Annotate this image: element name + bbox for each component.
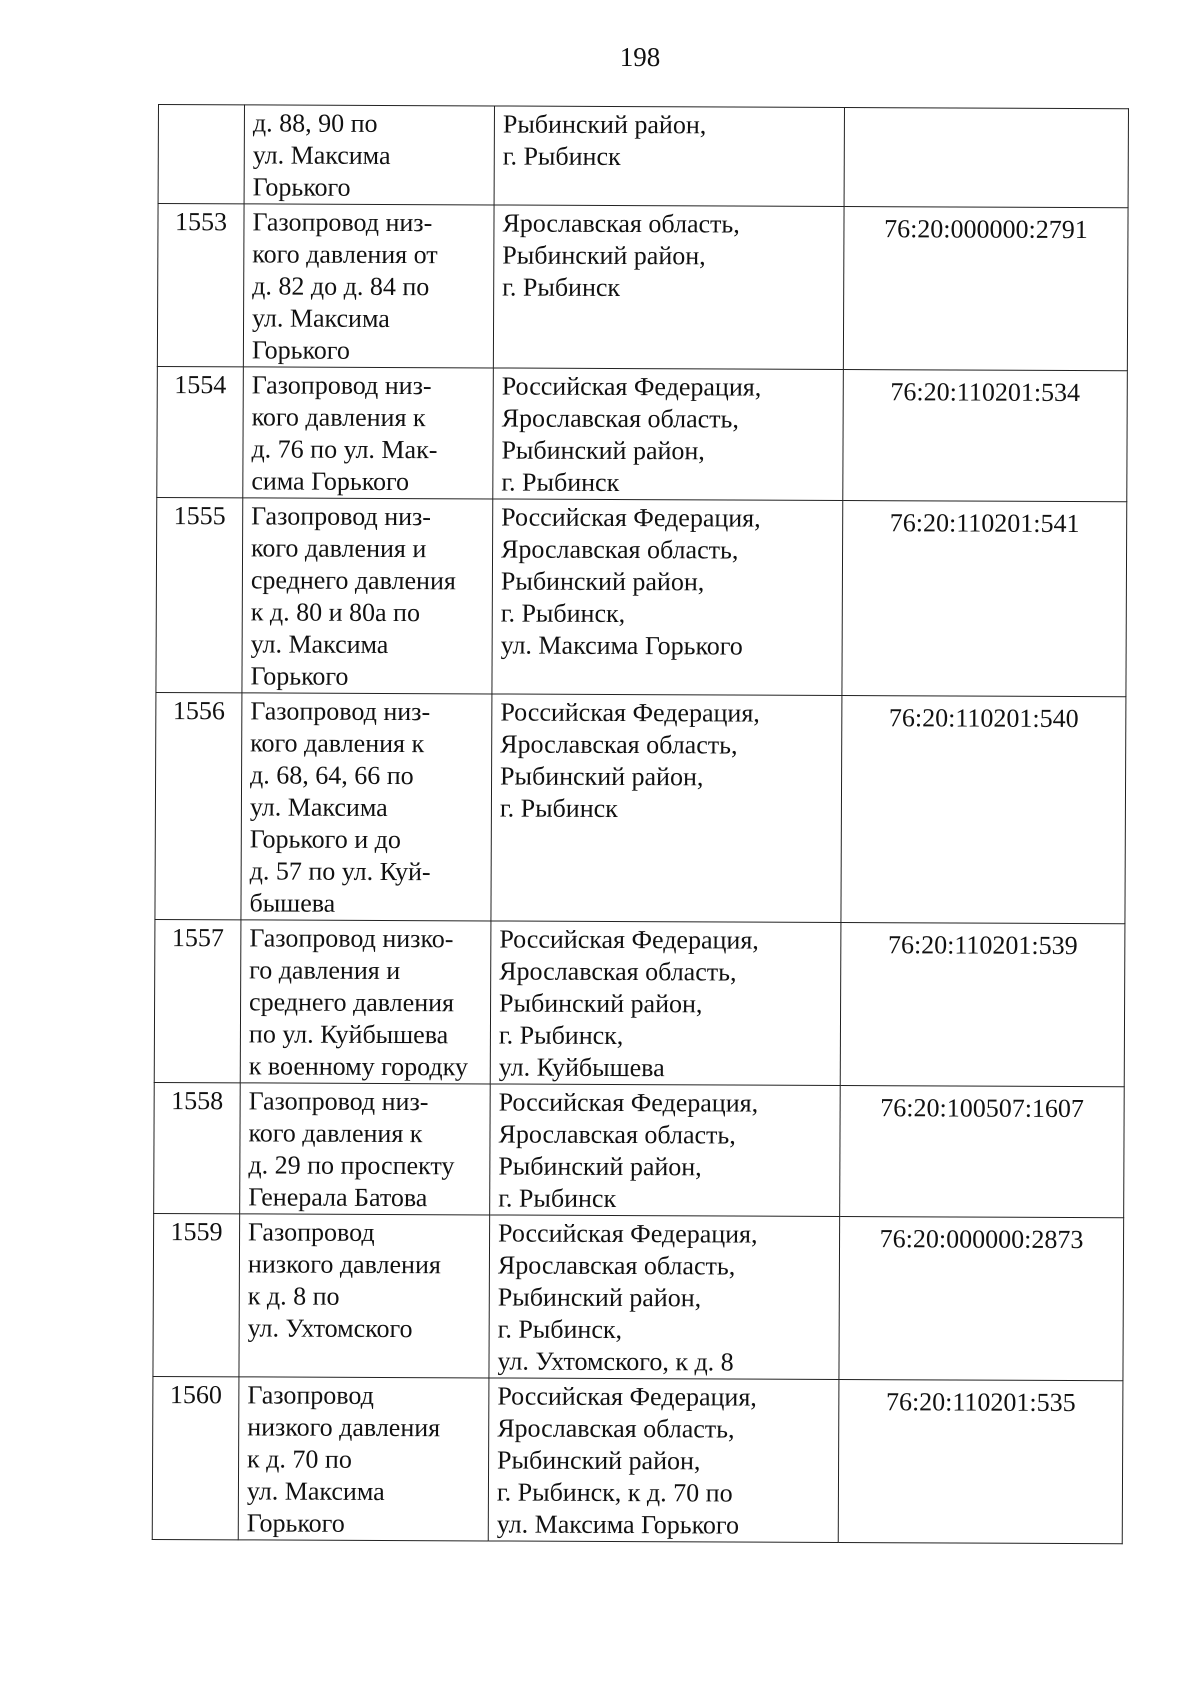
object-name-line: сима Горького: [251, 466, 410, 497]
address-line: г. Рыбинск: [501, 467, 620, 498]
address-line: Рыбинский район,: [497, 1282, 702, 1313]
address-line: Рыбинский район,: [499, 988, 703, 1019]
object-name-cell: [243, 367, 494, 499]
row-number: 1560: [152, 1376, 239, 1539]
address-line: Российская Федерация,: [501, 371, 762, 402]
table-row: [154, 1082, 1125, 1217]
address-cell: [491, 694, 842, 923]
object-name-line: д. 29 по проспекту: [248, 1150, 455, 1181]
address-line: Рыбинский район,: [502, 240, 706, 271]
object-name-line: Газопровод низко-: [249, 923, 454, 954]
table-row: [158, 105, 1128, 208]
address-line: г. Рыбинск: [502, 141, 621, 172]
address-line: Рыбинский район,: [498, 1151, 702, 1182]
address-cell: [494, 106, 844, 207]
object-name-line: Горького: [246, 1508, 345, 1538]
address-line: Российская Федерация,: [498, 1087, 759, 1118]
row-number: 1557: [154, 919, 241, 1082]
object-name-line: д. 76 по ул. Мак-: [251, 434, 438, 465]
registry-table-body: [152, 105, 1128, 1544]
object-name-line: кого давления и: [251, 533, 427, 564]
row-number: 1553: [157, 204, 244, 367]
object-name-line: Газопровод низ-: [251, 501, 432, 532]
address-line: Российская Федерация,: [499, 924, 759, 955]
address-cell: [489, 1215, 840, 1380]
table-row: [152, 1376, 1123, 1543]
row-number: 1558: [154, 1082, 241, 1213]
row-number: 1556: [155, 692, 242, 919]
row-number: 1554: [157, 366, 244, 497]
object-name-line: ул. Ухтомского: [247, 1313, 413, 1344]
object-name-line: кого давления к: [248, 1118, 423, 1149]
address-cell: [490, 1084, 841, 1217]
object-name-line: Горького: [252, 172, 351, 202]
cadastral-number: 76:20:110201:534: [843, 369, 1128, 501]
page-number: 198: [619, 42, 661, 72]
table-row: [155, 692, 1126, 923]
cadastral-number: 76:20:110201:541: [842, 500, 1127, 696]
object-name-cell: [241, 693, 492, 921]
cadastral-number: 76:20:110201:540: [841, 695, 1126, 923]
object-name-cell: [238, 1377, 489, 1541]
cadastral-number: 76:20:000000:2873: [839, 1216, 1124, 1380]
object-name-line: д. 88, 90 по: [252, 108, 378, 138]
address-line: г. Рыбинск,: [498, 1020, 624, 1051]
object-name-line: бышева: [249, 888, 336, 918]
address-line: г. Рыбинск, к д. 70 по: [496, 1477, 733, 1508]
address-line: Российская Федерация,: [501, 502, 761, 533]
object-name-line: ул. Максима: [252, 303, 390, 334]
address-cell: [490, 921, 841, 1086]
object-name-cell: [239, 1214, 490, 1378]
address-line: г. Рыбинск: [499, 793, 618, 824]
address-line: Ярославская область,: [499, 956, 737, 987]
address-line: ул. Ухтомского, к д. 8: [497, 1346, 734, 1377]
address-line: Ярославская область,: [500, 729, 738, 760]
object-name-line: Газопровод низ-: [252, 207, 433, 238]
address-line: Ярославская область,: [498, 1119, 736, 1150]
object-name-cell: [243, 204, 494, 368]
object-name-line: д. 82 до д. 84 по: [252, 271, 430, 302]
address-line: ул. Максима Горького: [496, 1509, 740, 1540]
cadastral-number: 76:20:000000:2791: [843, 206, 1128, 370]
object-name-line: по ул. Куйбышева: [248, 1019, 449, 1050]
object-name-line: Газопровод: [248, 1217, 375, 1247]
address-line: ул. Куйбышева: [498, 1052, 665, 1083]
object-name-line: ул. Максима: [252, 140, 391, 171]
table-row: [157, 366, 1128, 501]
object-name-line: к д. 8 по: [247, 1281, 340, 1311]
address-line: г. Рыбинск: [498, 1183, 617, 1214]
address-line: Рыбинский район,: [502, 109, 707, 140]
object-name-line: го давления и: [249, 955, 401, 986]
address-cell: [492, 499, 843, 696]
object-name-line: кого давления от: [252, 239, 438, 270]
table-row: [153, 1213, 1124, 1380]
address-line: Рыбинский район,: [500, 761, 704, 792]
address-line: г. Рыбинск: [502, 272, 621, 303]
address-line: Ярославская область,: [500, 534, 739, 565]
object-name-line: низкого давления: [247, 1412, 441, 1443]
object-name-line: Газопровод: [247, 1380, 374, 1410]
object-name-line: Газопровод низ-: [251, 370, 432, 401]
object-name-line: Газопровод низ-: [250, 696, 431, 727]
address-line: Ярославская область,: [497, 1413, 735, 1444]
address-line: Ярославская область,: [502, 208, 740, 239]
address-line: ул. Максима Горького: [500, 630, 743, 661]
address-line: Российская Федерация,: [498, 1218, 758, 1249]
cadastral-number: 76:20:110201:539: [840, 922, 1125, 1086]
row-number: 1559: [153, 1213, 240, 1376]
registry-table: [152, 104, 1129, 1544]
address-line: Рыбинский район,: [500, 566, 705, 597]
object-name-line: ул. Максима: [249, 792, 388, 823]
address-line: Рыбинский район,: [497, 1445, 701, 1476]
table-row: [156, 497, 1127, 696]
address-cell: [493, 368, 844, 501]
object-name-cell: [242, 498, 493, 694]
address-line: г. Рыбинск,: [500, 598, 626, 629]
object-name-line: Газопровод низ-: [248, 1086, 429, 1117]
address-line: Российская Федерация,: [500, 697, 760, 728]
address-line: Рыбинский район,: [501, 435, 705, 466]
object-name-line: Горького: [250, 661, 349, 691]
address-line: Ярославская область,: [501, 403, 740, 434]
address-line: Ярославская область,: [497, 1250, 736, 1281]
cadastral-number: 76:20:110201:535: [838, 1379, 1123, 1543]
object-name-line: к д. 70 по: [247, 1444, 352, 1474]
object-name-line: ул. Максима: [246, 1476, 385, 1507]
object-name-line: д. 57 по ул. Куй-: [249, 856, 431, 887]
object-name-line: низкого давления: [247, 1249, 441, 1280]
object-name-line: к д. 80 и 80а по: [250, 597, 421, 628]
object-name-cell: [240, 1083, 491, 1215]
object-name-line: среднего давления: [249, 987, 455, 1018]
cadastral-number: 76:20:100507:1607: [840, 1085, 1125, 1217]
object-name-line: Горького и до: [249, 824, 401, 855]
object-name-line: д. 68, 64, 66 по: [250, 760, 414, 791]
object-name-line: кого давления к: [251, 402, 426, 433]
table-row: [154, 919, 1125, 1086]
row-number: [158, 105, 244, 204]
table-row: [157, 204, 1128, 371]
object-name-line: Горького: [251, 335, 350, 365]
row-number: 1555: [156, 497, 243, 692]
object-name-line: ул. Максима: [250, 629, 389, 660]
object-name-line: Генерала Батова: [248, 1182, 428, 1213]
address-cell: [488, 1378, 839, 1543]
address-cell: [493, 205, 844, 370]
object-name-cell: [244, 105, 494, 205]
address-line: г. Рыбинск,: [497, 1314, 623, 1345]
object-name-line: кого давления к: [250, 728, 425, 759]
object-name-line: среднего давления: [250, 565, 456, 596]
object-name-cell: [240, 920, 491, 1084]
cadastral-number: [844, 107, 1128, 207]
object-name-line: к военному городку: [248, 1051, 469, 1082]
address-line: Российская Федерация,: [497, 1381, 757, 1412]
